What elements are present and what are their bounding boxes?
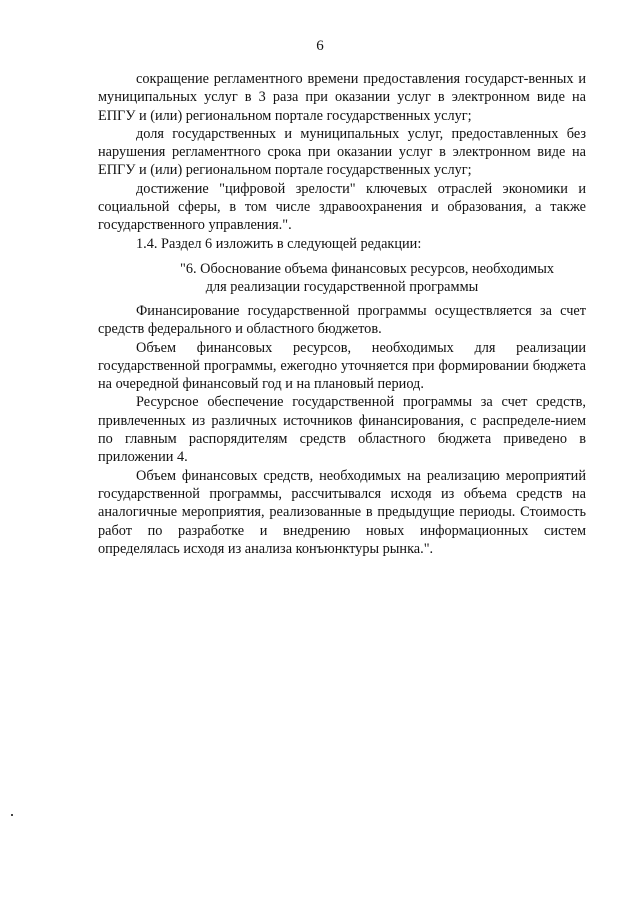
- section-heading-line-2: для реализации государственной программы: [205, 279, 479, 296]
- section-heading: [98, 260, 586, 297]
- section-heading-line-1: "6. Обоснование объема финансовых ресурсов, необходимых: [180, 261, 554, 277]
- paragraph-services-share: доля государственных и муниципальных услуг, предоставленных без нарушения регламентного срока при оказании услуг в электронном виде на ЕПГУ и (или) региональном портале государственных услуг;: [98, 125, 586, 179]
- paragraph-resource-provision: Ресурсное обеспечение государственной программы за счет средств, привлеченных из различных источников финансирования, с распределе-нием по главным распорядителям средств областного бюджета приведено в приложении 4.: [98, 394, 586, 466]
- paragraph-digital-maturity: достижение "цифровой зрелости" ключевых отраслей экономики и социальной сферы, в том числе здравоохранения и образования, а также государственного управления.".: [98, 180, 586, 234]
- top-text-block: [98, 70, 586, 253]
- page-number: 6: [316, 38, 324, 54]
- paragraph-financing-sources: Финансирование государственной программы осуществляется за счет средств федерального и областного бюджетов.: [98, 303, 586, 338]
- paragraph-annual-adjustment: Объем финансовых ресурсов, необходимых для реализации государственной программы, ежегодно уточняется при формировании бюджета на очередной финансовый год и на плановый период.: [98, 339, 586, 393]
- body-text-block: [98, 302, 586, 558]
- paragraph-reduction-time: сокращение регламентного времени предоставления государст-венных и муниципальных услуг в 3 раза при оказании услуг в электронном виде на ЕПГУ и (или) региональном портале государственных услуг;: [98, 71, 586, 124]
- paragraph-cost-calculation: Объем финансовых средств, необходимых на реализацию мероприятий государственной программы, рассчитывался исходя из объема средств на аналогичные мероприятия, реализованные в предыдущие периоды. Стоимость работ по разработке и внедрению новых информационных систем определялась исходя из анализа конъюнктуры рынка.".: [98, 467, 586, 557]
- margin-mark: [11, 814, 13, 816]
- paragraph-amendment-1-4: 1.4. Раздел 6 изложить в следующей редакции:: [136, 235, 422, 252]
